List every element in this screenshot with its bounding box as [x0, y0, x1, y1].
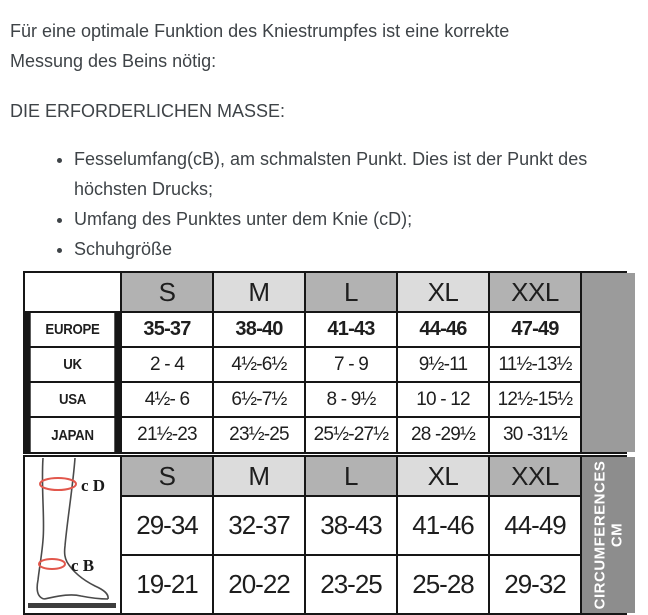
table-cell: 44-46: [398, 313, 488, 346]
table-cell: 38-43: [306, 497, 396, 554]
size-header-xl: XL: [398, 457, 488, 495]
row-label-japan: JAPAN: [31, 418, 115, 452]
table-cell: 21½-23: [122, 418, 212, 452]
size-header-m: M: [214, 273, 304, 311]
table-cell: 35-37: [122, 313, 212, 346]
table-cell: 19-21: [122, 556, 212, 613]
intro-paragraph: Für eine optimale Funktion des Kniestrumpfes ist eine korrekte Messung des Beins nötig:: [10, 21, 510, 71]
table-cell: 29-32: [490, 556, 580, 613]
row-label-europe: EUROPE: [31, 313, 115, 346]
table-cell: 12½-15½: [490, 383, 580, 416]
table-cell: 29-34: [122, 497, 212, 554]
size-header-s: S: [122, 457, 212, 495]
vertical-label: [592, 461, 626, 610]
size-header-s: S: [122, 273, 212, 311]
table-cell: 6½-7½: [214, 383, 304, 416]
size-header-l: L: [306, 273, 396, 311]
corner-cell: [25, 273, 120, 311]
table-cell: 30 -31½: [490, 418, 580, 452]
cb-measure-band: [39, 559, 65, 569]
size-header-xl: XL: [398, 273, 488, 311]
size-header-l: L: [306, 457, 396, 495]
table-cell: 44-49: [490, 497, 580, 554]
table-cell: 32-37: [214, 497, 304, 554]
table-cell: 11½-13½: [490, 348, 580, 381]
cb-label: c B: [71, 556, 95, 575]
table-cell: 25-28: [398, 556, 488, 613]
leg-illustration: [25, 457, 120, 613]
circumference-table: [23, 455, 627, 615]
size-header-xxl: XXL: [490, 457, 580, 495]
row-label-uk: UK: [31, 348, 115, 381]
shoe-size-table: [23, 271, 627, 454]
vertical-label-line2: CM: [608, 522, 626, 548]
list-item-shoe-size: • Schuhgröße: [74, 234, 638, 264]
table-cell: 20-22: [214, 556, 304, 613]
vertical-label-line1: CIRCUMFERENCES: [591, 460, 609, 610]
list-item-ankle-circumference: • Fesselumfang(cB), am schmalsten Punkt. Dies ist der Punkt des höchsten Drucks;: [74, 144, 638, 204]
table-cell: 8 - 9½: [306, 383, 396, 416]
table-cell: 23½-25: [214, 418, 304, 452]
table-cell: 7 - 9: [306, 348, 396, 381]
table-cell: 41-43: [306, 313, 396, 346]
row-label-usa: USA: [31, 383, 115, 416]
table-cell: 28 -29½: [398, 418, 488, 452]
list-item-below-knee-circumference: • Umfang des Punktes unter dem Knie (cD);: [74, 204, 638, 234]
ground-bar: [28, 603, 116, 608]
table-cell: 47-49: [490, 313, 580, 346]
table-cell: 41-46: [398, 497, 488, 554]
circumferences-cm-strip: [582, 457, 635, 613]
right-gray-strip: [582, 273, 635, 452]
section-heading: DIE ERFORDERLICHEN MASSE:: [10, 101, 286, 121]
table-cell: 9½-11: [398, 348, 488, 381]
table-cell: 2 - 4: [122, 348, 212, 381]
table-cell: 10 - 12: [398, 383, 488, 416]
table-cell: 4½-6½: [214, 348, 304, 381]
cd-label: c D: [81, 476, 106, 495]
size-header-m: M: [214, 457, 304, 495]
required-measurements-list: [10, 144, 638, 264]
size-chart: [23, 271, 627, 615]
table-cell: 4½- 6: [122, 383, 212, 416]
table-cell: 38-40: [214, 313, 304, 346]
cd-measure-band: [40, 478, 76, 490]
vertical-label-wrap: [582, 457, 635, 613]
size-header-xxl: XXL: [490, 273, 580, 311]
table-cell: 25½-27½: [306, 418, 396, 452]
table-cell: 23-25: [306, 556, 396, 613]
